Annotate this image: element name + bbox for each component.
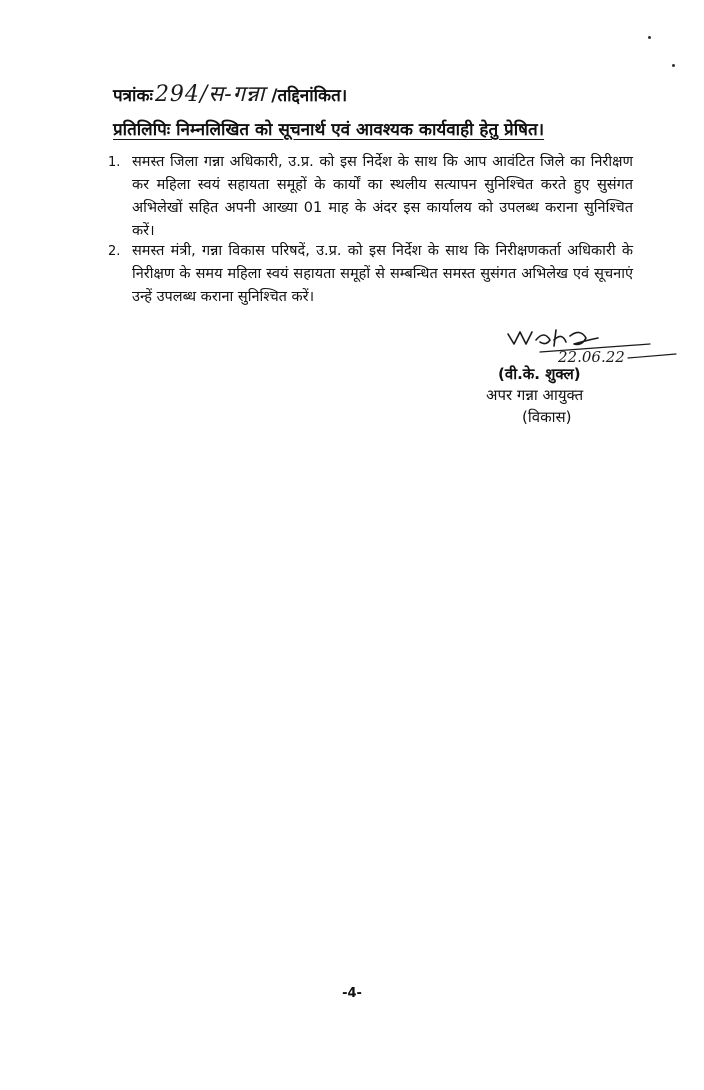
reference-suffix: /तद्दिनांकित। xyxy=(271,86,348,106)
signature-block xyxy=(470,322,670,432)
handwritten-signature xyxy=(500,322,680,370)
reference-prefix: पत्रांकः xyxy=(113,86,153,106)
list-item-text: समस्त जिला गन्ना अधिकारी, उ.प्र. को इस निर्देश के साथ कि आप आवंटित जिले का निरीक्षण कर महिला स्वयं सहायता समूहों के कार्यों का स्थलीय सत्यापन सुनिश्चित करते हुए सुसंगत अभिलेखों सहित अपनी आख्या 01 माह के अंदर इस कार्यालय को उपलब्ध कराना सुनिश्चित करें। xyxy=(132,154,633,239)
scan-speck xyxy=(648,36,651,39)
signatory-designation: अपर गन्ना आयुक्त xyxy=(486,386,584,404)
copy-heading: प्रतिलिपिः निम्नलिखित को सूचनार्थ एवं आवश्यक कार्यवाही हेतु प्रेषित। xyxy=(113,120,545,140)
signatory-department: (विकास) xyxy=(522,408,572,426)
page-number: -4- xyxy=(342,986,362,1001)
reference-line xyxy=(113,78,347,108)
signature-date: 22.06.22 xyxy=(558,348,625,366)
list-item xyxy=(108,151,633,243)
list-item xyxy=(108,240,633,309)
list-item-number: 1. xyxy=(108,155,121,170)
reference-number-handwritten: 294/स-गन्ना xyxy=(154,82,266,107)
scan-speck xyxy=(672,64,675,67)
signatory-name: (वी.के. शुक्ल) xyxy=(498,365,581,383)
list-item-number: 2. xyxy=(108,244,121,259)
list-item-text: समस्त मंत्री, गन्ना विकास परिषदें, उ.प्र. को इस निर्देश के साथ कि निरीक्षणकर्ता अधिकारी के निरीक्षण के समय महिला स्वयं सहायता समूहों से सम्बन्धित समस्त सुसंगत अभिलेख एवं सूचनाएं उन्हें उपलब्ध कराना सुनिश्चित करें। xyxy=(132,243,633,305)
